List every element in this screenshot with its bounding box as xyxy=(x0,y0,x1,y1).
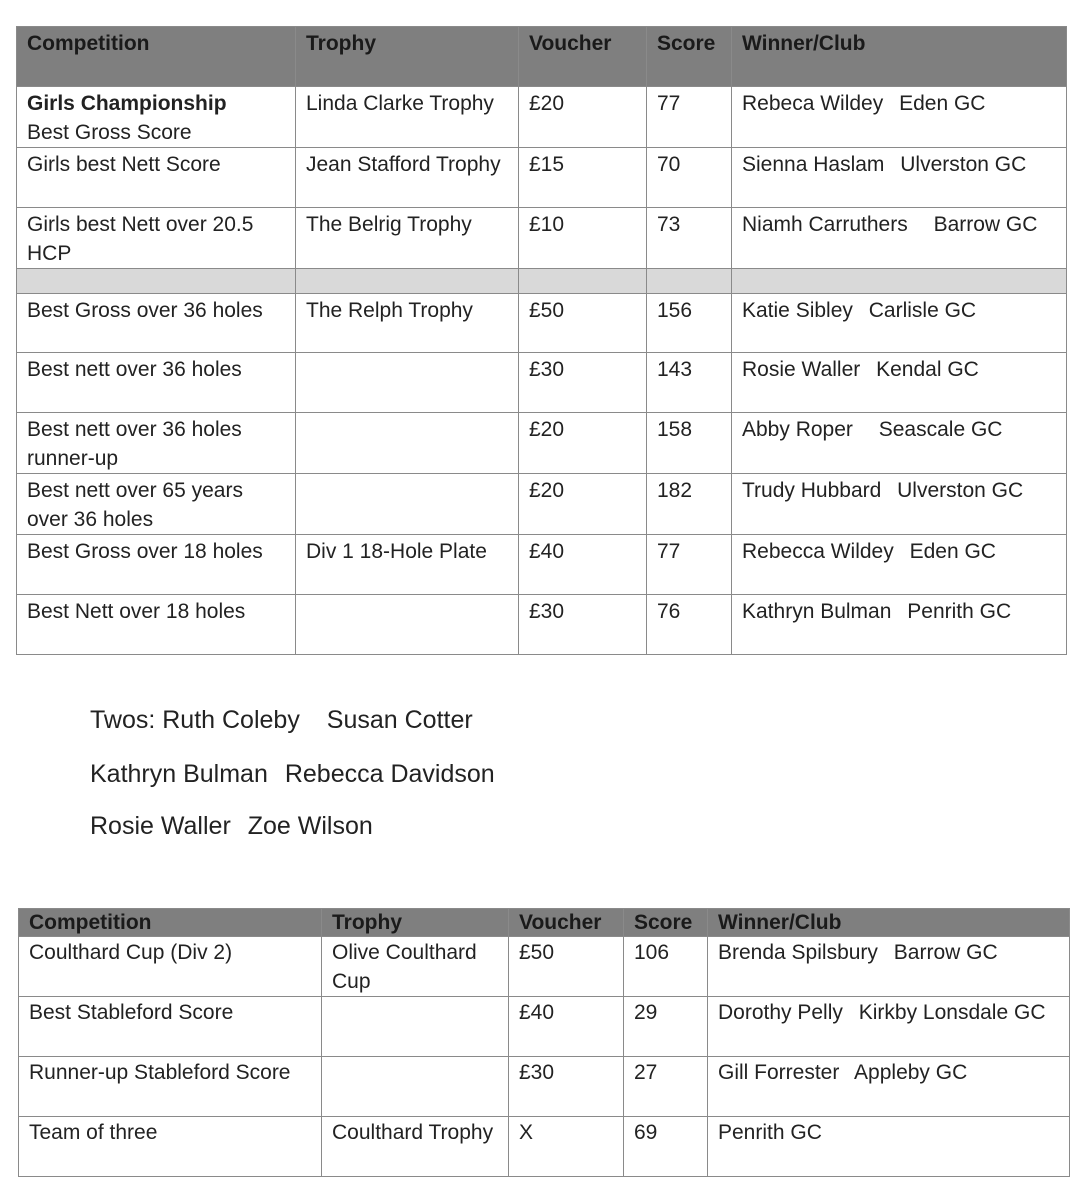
twos-line-2 xyxy=(90,760,495,789)
table-row xyxy=(19,937,1070,997)
twos-name: Ruth Coleby xyxy=(162,706,300,734)
competition-cell: Best Gross over 18 holes xyxy=(17,535,296,595)
winner-club: Ulverston GC xyxy=(900,153,1027,176)
winner-cell xyxy=(708,1117,1070,1177)
competition-cell: Girls best Nett over 20.5 HCP xyxy=(17,208,296,269)
winner-cell xyxy=(732,474,1067,535)
table-row xyxy=(17,413,1067,474)
competition-title: Girls Championship xyxy=(27,92,227,115)
table-row xyxy=(17,353,1067,413)
twos-line-1 xyxy=(90,706,473,735)
score-cell: 158 xyxy=(647,413,732,474)
competition-cell: Girls best Nett Score xyxy=(17,148,296,208)
winner-cell xyxy=(708,1057,1070,1117)
twos-name: Rosie Waller xyxy=(90,812,231,840)
score-cell: 29 xyxy=(624,997,708,1057)
winner-cell xyxy=(732,353,1067,413)
voucher-cell: £30 xyxy=(509,1057,624,1117)
table-row xyxy=(19,1057,1070,1117)
competition-subtitle: Best Gross Score xyxy=(27,121,192,144)
trophy-cell xyxy=(322,997,509,1057)
winner-name: Rebeca Wildey xyxy=(742,92,884,115)
header-winner-club: Winner/Club xyxy=(732,27,1067,87)
voucher-cell: £20 xyxy=(519,413,647,474)
voucher-cell: X xyxy=(509,1117,624,1177)
trophy-cell: Coulthard Trophy xyxy=(322,1117,509,1177)
winner-club: Seascale GC xyxy=(878,418,1003,441)
winner-name: Penrith GC xyxy=(718,1121,822,1144)
winner-club: Eden GC xyxy=(899,92,986,115)
winner-club: Barrow GC xyxy=(893,941,998,964)
twos-name: Rebecca Davidson xyxy=(284,760,495,788)
header-voucher: Voucher xyxy=(519,27,647,87)
winner-club: Kirkby Lonsdale GC xyxy=(858,1001,1046,1024)
winner-club: Eden GC xyxy=(909,540,996,563)
header-winner-club: Winner/Club xyxy=(708,909,1070,937)
twos-name: Zoe Wilson xyxy=(247,812,373,840)
score-cell: 156 xyxy=(647,294,732,353)
header-score: Score xyxy=(624,909,708,937)
competition-cell: Team of three xyxy=(19,1117,322,1177)
voucher-cell: £20 xyxy=(519,474,647,535)
winner-cell xyxy=(732,208,1067,269)
table-row xyxy=(19,1117,1070,1177)
winner-name: Brenda Spilsbury xyxy=(718,941,878,964)
competition-cell: Coulthard Cup (Div 2) xyxy=(19,937,322,997)
header-competition: Competition xyxy=(19,909,322,937)
separator-cell xyxy=(732,269,1067,294)
competition-cell: Best nett over 65 years over 36 holes xyxy=(17,474,296,535)
winner-cell xyxy=(708,937,1070,997)
trophy-cell: Olive Coulthard Cup xyxy=(322,937,509,997)
score-cell: 182 xyxy=(647,474,732,535)
voucher-cell: £10 xyxy=(519,208,647,269)
competition-cell: Best Stableford Score xyxy=(19,997,322,1057)
competition-cell: Best Gross over 36 holes xyxy=(17,294,296,353)
trophy-cell xyxy=(296,595,519,655)
winner-club: Ulverston GC xyxy=(897,479,1024,502)
trophy-cell xyxy=(296,474,519,535)
voucher-cell: £30 xyxy=(519,353,647,413)
score-cell: 77 xyxy=(647,535,732,595)
results-table-div2 xyxy=(18,908,1070,1177)
table-row xyxy=(17,294,1067,353)
separator-cell xyxy=(17,269,296,294)
trophy-cell: The Relph Trophy xyxy=(296,294,519,353)
twos-name: Kathryn Bulman xyxy=(90,760,268,788)
twos-line-3 xyxy=(90,812,373,841)
header-score: Score xyxy=(647,27,732,87)
winner-club: Penrith GC xyxy=(907,600,1012,623)
trophy-cell xyxy=(296,353,519,413)
trophy-cell: Div 1 18-Hole Plate xyxy=(296,535,519,595)
score-cell: 27 xyxy=(624,1057,708,1117)
competition-cell xyxy=(17,87,296,148)
winner-club: Carlisle GC xyxy=(868,299,977,322)
winner-name: Sienna Haslam xyxy=(742,153,885,176)
winner-name: Rosie Waller xyxy=(742,358,861,381)
winner-name: Gill Forrester xyxy=(718,1061,840,1084)
winner-cell xyxy=(732,294,1067,353)
winner-cell xyxy=(732,535,1067,595)
voucher-cell: £20 xyxy=(519,87,647,148)
winner-name: Trudy Hubbard xyxy=(742,479,882,502)
trophy-cell xyxy=(296,413,519,474)
winner-club: Appleby GC xyxy=(854,1061,968,1084)
table-header-row xyxy=(17,27,1067,87)
table-row xyxy=(17,87,1067,148)
score-cell: 143 xyxy=(647,353,732,413)
competition-cell: Best nett over 36 holes runner-up xyxy=(17,413,296,474)
winner-name: Abby Roper xyxy=(742,418,853,441)
competition-cell: Best Nett over 18 holes xyxy=(17,595,296,655)
table-row xyxy=(17,208,1067,269)
winner-name: Katie Sibley xyxy=(742,299,853,322)
winner-name: Kathryn Bulman xyxy=(742,600,892,623)
voucher-cell: £40 xyxy=(509,997,624,1057)
winner-cell xyxy=(732,148,1067,208)
winner-cell xyxy=(732,413,1067,474)
winner-cell xyxy=(732,595,1067,655)
separator-cell xyxy=(296,269,519,294)
table-row xyxy=(17,595,1067,655)
table-row xyxy=(17,474,1067,535)
header-trophy: Trophy xyxy=(322,909,509,937)
trophy-cell: Linda Clarke Trophy xyxy=(296,87,519,148)
twos-label: Twos: xyxy=(90,706,156,734)
separator-cell xyxy=(647,269,732,294)
score-cell: 106 xyxy=(624,937,708,997)
winner-club: Kendal GC xyxy=(876,358,979,381)
table-row xyxy=(19,997,1070,1057)
winner-club: Barrow GC xyxy=(933,213,1038,236)
score-cell: 77 xyxy=(647,87,732,148)
voucher-cell: £50 xyxy=(509,937,624,997)
competition-cell: Best nett over 36 holes xyxy=(17,353,296,413)
score-cell: 70 xyxy=(647,148,732,208)
header-voucher: Voucher xyxy=(509,909,624,937)
winner-name: Rebecca Wildey xyxy=(742,540,894,563)
separator-cell xyxy=(519,269,647,294)
winner-name: Niamh Carruthers xyxy=(742,213,908,236)
trophy-cell xyxy=(322,1057,509,1117)
trophy-cell: The Belrig Trophy xyxy=(296,208,519,269)
table-row xyxy=(17,535,1067,595)
voucher-cell: £30 xyxy=(519,595,647,655)
separator-row xyxy=(17,269,1067,294)
results-table-div1 xyxy=(16,26,1067,655)
winner-name: Dorothy Pelly xyxy=(718,1001,843,1024)
voucher-cell: £40 xyxy=(519,535,647,595)
header-competition: Competition xyxy=(17,27,296,87)
winner-cell xyxy=(732,87,1067,148)
header-trophy: Trophy xyxy=(296,27,519,87)
voucher-cell: £15 xyxy=(519,148,647,208)
score-cell: 76 xyxy=(647,595,732,655)
twos-name: Susan Cotter xyxy=(326,706,473,734)
winner-cell xyxy=(708,997,1070,1057)
competition-cell: Runner-up Stableford Score xyxy=(19,1057,322,1117)
table-row xyxy=(17,148,1067,208)
score-cell: 69 xyxy=(624,1117,708,1177)
voucher-cell: £50 xyxy=(519,294,647,353)
score-cell: 73 xyxy=(647,208,732,269)
trophy-cell: Jean Stafford Trophy xyxy=(296,148,519,208)
table-header-row xyxy=(19,909,1070,937)
